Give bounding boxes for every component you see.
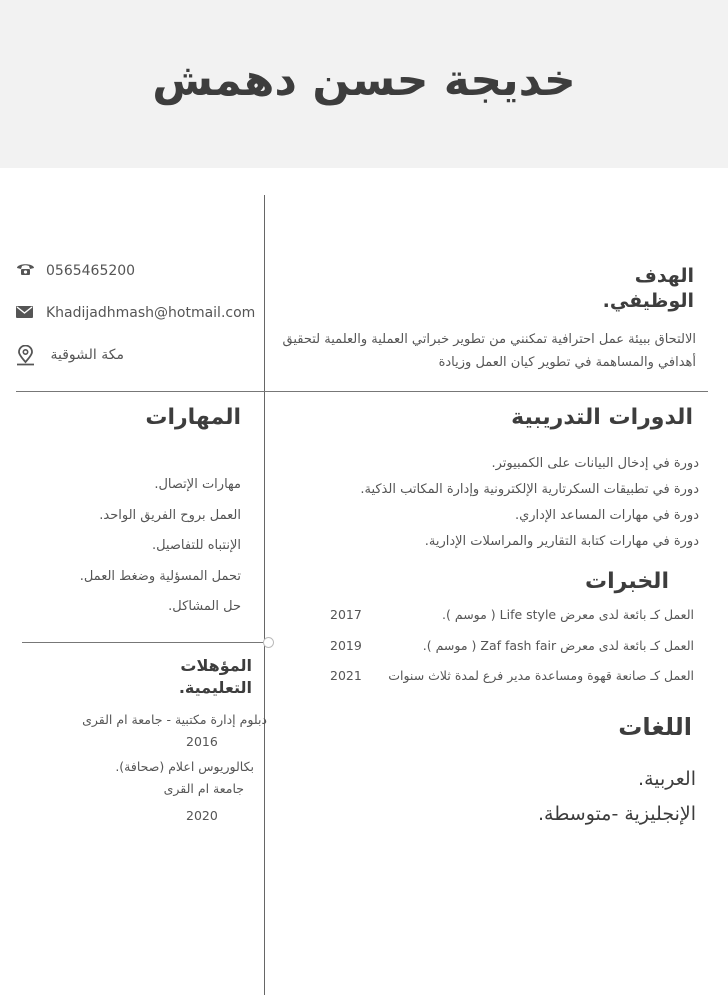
courses-title: الدورات التدريبية	[511, 405, 693, 430]
education-item: دبلوم إدارة مكتبية - جامعة ام القرى	[82, 712, 267, 727]
horizontal-divider-top	[16, 391, 708, 392]
list-item: تحمل المسؤلية وضغط العمل.	[79, 568, 241, 584]
courses-list	[279, 451, 699, 555]
list-item: دورة في إدخال البيانات على الكمبيوتر.	[491, 456, 699, 471]
horizontal-divider-left	[22, 642, 264, 643]
language-item: العربية.	[638, 768, 696, 790]
list-item: دورة في مهارات كتابة التقارير والمراسلات الإدارية.	[424, 534, 699, 549]
skills-list	[21, 470, 241, 623]
email-address[interactable]: Khadijadhmash@hotmail.com	[46, 305, 256, 321]
list-item: الإنتباه للتفاصيل.	[151, 538, 241, 553]
education-item: جامعة ام القرى	[163, 781, 244, 796]
list-item: دورة في تطبيقات السكرتارية الإلكترونية وإدارة المكاتب الذكية.	[360, 482, 699, 497]
education-title: المؤهلات التعليمية.	[178, 656, 252, 697]
skills-title: المهارات	[145, 405, 241, 430]
vertical-divider	[264, 195, 265, 995]
phone-icon	[15, 262, 36, 276]
phone-number: 0565465200	[46, 263, 136, 279]
experience-year: 2017	[330, 607, 362, 622]
table-row	[330, 668, 694, 690]
divider-node	[263, 637, 274, 648]
table-row	[330, 607, 694, 629]
objective-text: الالتحاق ببيئة عمل احترافية تمكنني من تطوير خبراتي العملية والعلمية لتحقيق أهدافي والمساهمة في تطوير كيان العمل وزيادة	[282, 332, 696, 370]
experience-year: 2021	[330, 668, 362, 683]
education-year: 2016	[186, 734, 218, 749]
experience-title: الخبرات	[585, 569, 669, 594]
person-name: خديجة حسن دهمش	[152, 55, 576, 106]
experience-text: العمل كـ صانعة قهوة ومساعدة مدير فرع لمدة ثلاث سنوات	[388, 668, 694, 683]
list-item: حل المشاكل.	[168, 599, 241, 614]
experience-text: العمل كـ بائعة لدى معرض Zaf fash fair ( موسم ).	[422, 638, 694, 653]
list-item: دورة في مهارات المساعد الإداري.	[514, 508, 699, 523]
education-item: بكالوريوس اعلام (صحافة).	[115, 759, 254, 774]
list-item: العمل بروح الفريق الواحد.	[99, 507, 241, 523]
language-item: الإنجليزية -متوسطة.	[537, 803, 696, 825]
education-year: 2020	[186, 808, 218, 823]
mail-icon	[16, 306, 33, 318]
table-row	[330, 638, 694, 660]
location-pin-icon	[16, 345, 35, 366]
experience-year: 2019	[330, 638, 362, 653]
languages-title: اللغات	[618, 713, 692, 741]
objective-title: الهدف الوظيفي.	[602, 265, 694, 312]
experience-text: العمل كـ بائعة لدى معرض Life style ( موسم ).	[442, 607, 694, 622]
location: مكة الشوقية	[50, 347, 124, 363]
list-item: مهارات الإتصال.	[154, 477, 241, 492]
